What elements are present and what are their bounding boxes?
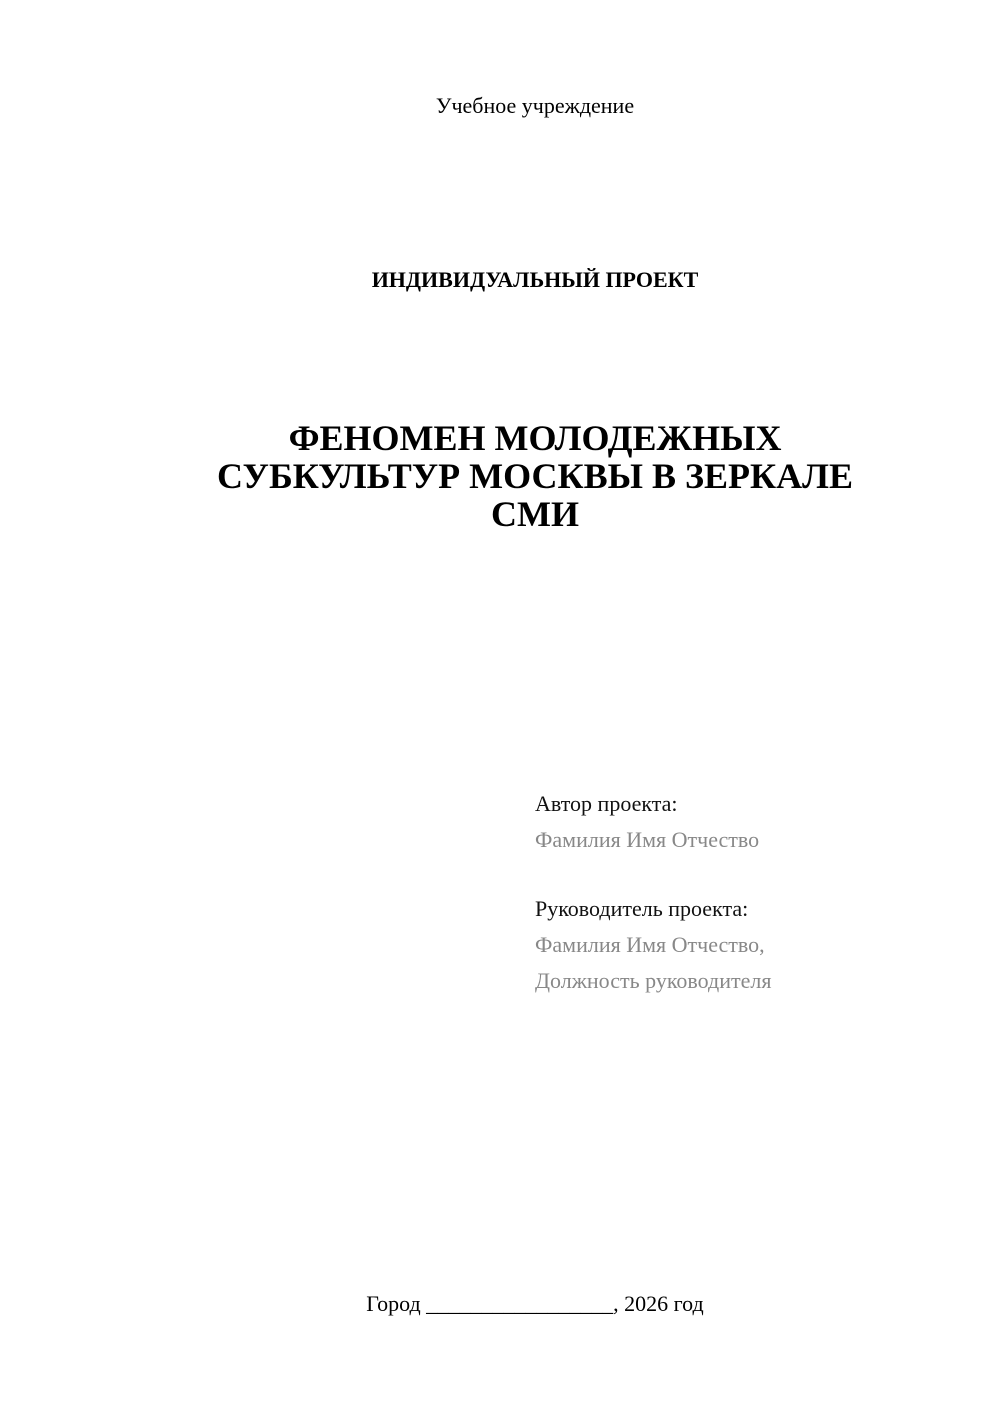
supervisor-position: Должность руководителя [535,968,772,993]
project-title-line: СУБКУЛЬТУР МОСКВЫ В ЗЕРКАЛЕ [217,456,853,496]
project-title-line: ФЕНОМЕН МОЛОДЕЖНЫХ [288,418,782,458]
project-title-line: СМИ [491,494,579,534]
supervisor-name: Фамилия Имя Отчество, [535,932,765,957]
city-year-footer: Город _________________, 2026 год [366,1291,704,1316]
author-block [535,786,759,858]
project-type-heading: ИНДИВИДУАЛЬНЫЙ ПРОЕКТ [371,267,699,292]
supervisor-label: Руководитель проекта: [535,896,749,921]
author-label: Автор проекта: [535,791,678,816]
institution-name: Учебное учреждение [435,93,635,118]
supervisor-block [535,891,771,999]
author-name: Фамилия Имя Отчество [535,827,760,852]
project-title [70,419,1000,533]
